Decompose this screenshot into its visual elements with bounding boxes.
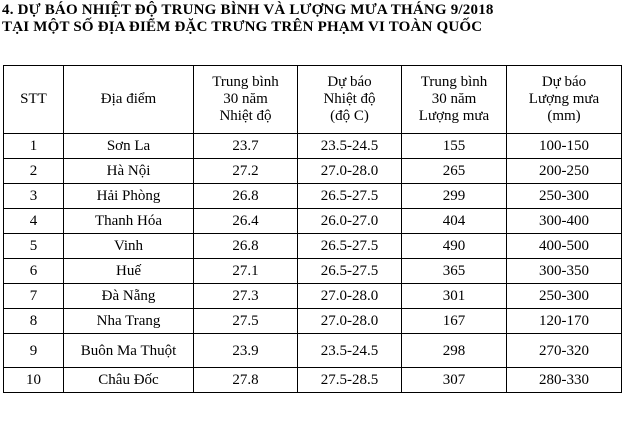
table-row (4, 184, 622, 209)
cell-rain-avg: 490 (402, 234, 507, 259)
cell-stt: 7 (4, 284, 64, 309)
cell-location: Hà Nội (64, 159, 194, 184)
header-text: 30 năm (223, 91, 268, 107)
cell-rain-forecast: 200-250 (507, 159, 622, 184)
cell-location: Hải Phòng (64, 184, 194, 209)
table-row (4, 234, 622, 259)
cell-stt: 9 (4, 334, 64, 368)
cell-stt: 1 (4, 134, 64, 159)
location-text: Buôn Ma Thuột (80, 342, 177, 359)
header-text: Lượng mưa (418, 108, 490, 124)
cell-temp-forecast: 27.0-28.0 (298, 309, 402, 334)
cell-temp-avg: 26.8 (194, 184, 298, 209)
cell-location (64, 334, 194, 368)
cell-rain-avg: 307 (402, 368, 507, 393)
header-text: Nhiệt độ (323, 91, 376, 107)
table-row (4, 259, 622, 284)
cell-stt: 6 (4, 259, 64, 284)
cell-location: Sơn La (64, 134, 194, 159)
header-rain-avg-30 (402, 66, 507, 134)
header-temp-avg-30 (194, 66, 298, 134)
table-row (4, 284, 622, 309)
header-text: Lượng mưa (528, 91, 600, 107)
table-row (4, 134, 622, 159)
cell-stt: 4 (4, 209, 64, 234)
cell-rain-avg: 298 (402, 334, 507, 368)
header-text: Trung bình (420, 74, 488, 90)
header-text: Trung bình (212, 74, 279, 90)
cell-temp-avg: 23.7 (194, 134, 298, 159)
cell-rain-forecast: 300-350 (507, 259, 622, 284)
cell-temp-forecast: 26.0-27.0 (298, 209, 402, 234)
table-row (4, 368, 622, 393)
table-row (4, 159, 622, 184)
cell-location: Vinh (64, 234, 194, 259)
cell-rain-forecast: 300-400 (507, 209, 622, 234)
cell-temp-forecast: 27.0-28.0 (298, 284, 402, 309)
cell-stt: 3 (4, 184, 64, 209)
table-row (4, 209, 622, 234)
cell-temp-forecast: 26.5-27.5 (298, 184, 402, 209)
cell-temp-avg: 27.1 (194, 259, 298, 284)
title-line-2: TẠI MỘT SỐ ĐỊA ĐIỂM ĐẶC TRƯNG TRÊN PHẠM VI TOÀN QUỐC (2, 19, 483, 35)
cell-temp-avg: 27.3 (194, 284, 298, 309)
cell-rain-forecast: 400-500 (507, 234, 622, 259)
cell-rain-avg: 155 (402, 134, 507, 159)
table-header-row (4, 66, 622, 134)
cell-temp-avg: 27.2 (194, 159, 298, 184)
title-line-1: 4. DỰ BÁO NHIỆT ĐỘ TRUNG BÌNH VÀ LƯỢNG MƯA THÁNG 9/2018 (2, 2, 494, 18)
cell-location: Thanh Hóa (64, 209, 194, 234)
header-text: (độ C) (330, 108, 369, 124)
cell-rain-avg: 265 (402, 159, 507, 184)
cell-rain-forecast: 100-150 (507, 134, 622, 159)
cell-rain-forecast: 280-330 (507, 368, 622, 393)
cell-temp-forecast: 26.5-27.5 (298, 259, 402, 284)
header-text: Dự báo (541, 74, 587, 90)
cell-stt: 8 (4, 309, 64, 334)
document-title (2, 2, 622, 36)
cell-temp-forecast: 23.5-24.5 (298, 334, 402, 368)
cell-temp-avg: 26.8 (194, 234, 298, 259)
cell-stt: 2 (4, 159, 64, 184)
cell-temp-avg: 23.9 (194, 334, 298, 368)
cell-temp-avg: 26.4 (194, 209, 298, 234)
cell-rain-avg: 167 (402, 309, 507, 334)
table-row (4, 309, 622, 334)
cell-location: Đà Nẵng (64, 284, 194, 309)
cell-temp-avg: 27.5 (194, 309, 298, 334)
cell-location: Huế (64, 259, 194, 284)
cell-temp-forecast: 27.0-28.0 (298, 159, 402, 184)
forecast-table (3, 65, 622, 393)
cell-rain-forecast: 120-170 (507, 309, 622, 334)
cell-rain-avg: 299 (402, 184, 507, 209)
header-location: Địa điểm (64, 66, 194, 134)
header-text: Dự báo (327, 74, 372, 90)
header-stt: STT (4, 66, 64, 134)
header-text: Nhiệt độ (219, 108, 272, 124)
cell-rain-avg: 404 (402, 209, 507, 234)
header-rain-forecast (507, 66, 622, 134)
header-temp-forecast (298, 66, 402, 134)
cell-temp-forecast: 23.5-24.5 (298, 134, 402, 159)
header-text: 30 năm (431, 91, 477, 107)
table-row (4, 334, 622, 368)
cell-temp-forecast: 27.5-28.5 (298, 368, 402, 393)
cell-temp-avg: 27.8 (194, 368, 298, 393)
cell-rain-avg: 365 (402, 259, 507, 284)
cell-rain-forecast: 270-320 (507, 334, 622, 368)
cell-stt: 10 (4, 368, 64, 393)
cell-location: Châu Đốc (64, 368, 194, 393)
cell-location: Nha Trang (64, 309, 194, 334)
cell-rain-forecast: 250-300 (507, 284, 622, 309)
cell-rain-forecast: 250-300 (507, 184, 622, 209)
cell-rain-avg: 301 (402, 284, 507, 309)
cell-stt: 5 (4, 234, 64, 259)
cell-temp-forecast: 26.5-27.5 (298, 234, 402, 259)
header-text: (mm) (547, 108, 581, 124)
